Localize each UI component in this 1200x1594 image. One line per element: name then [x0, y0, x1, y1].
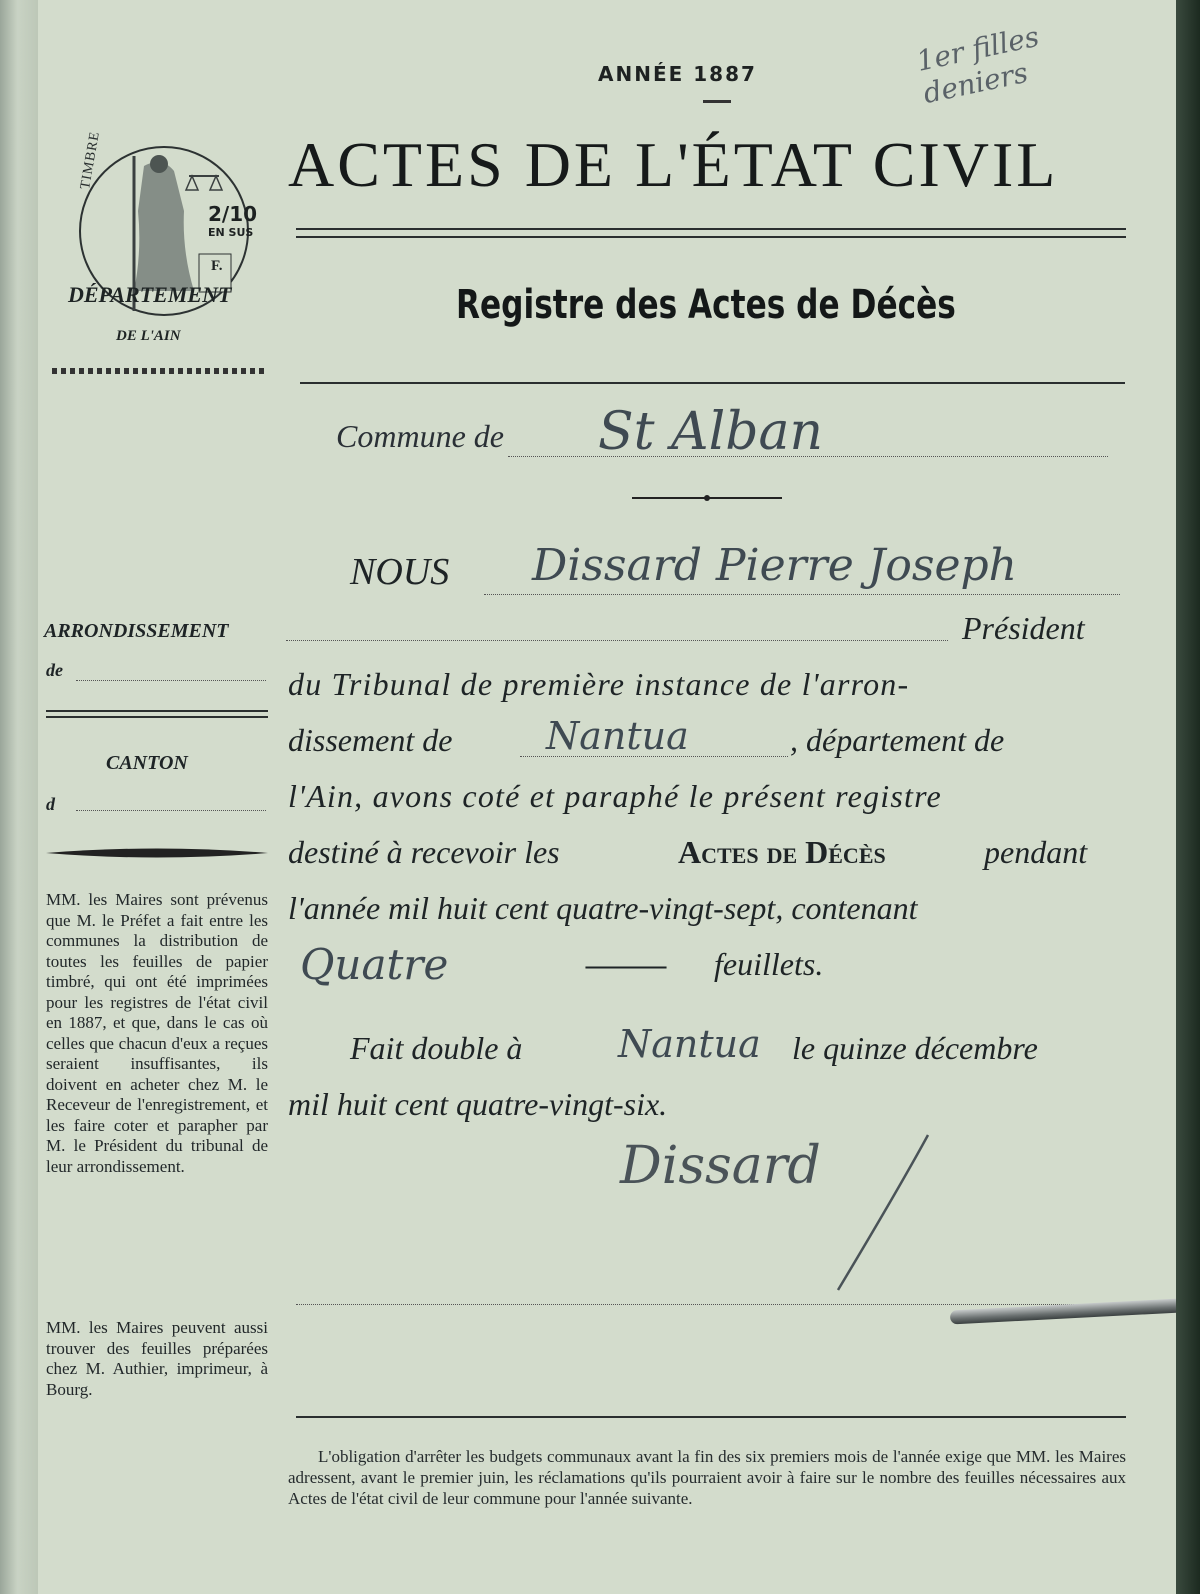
- nous-value[interactable]: Dissard Pierre Joseph: [532, 540, 1017, 591]
- stamp-ornament-rule: [52, 368, 268, 374]
- nous-field-line: [484, 594, 1120, 595]
- footer-rule: [296, 1416, 1126, 1418]
- commune-value[interactable]: St Alban: [598, 402, 824, 462]
- arrondissement-label: ARRONDISSEMENT: [44, 620, 229, 642]
- nous-field-line-2: [286, 640, 948, 641]
- signature-flourish: [828, 1130, 948, 1300]
- nous-label: NOUS: [350, 551, 450, 593]
- stamp-price: 2/10: [208, 202, 258, 226]
- stamp-departement: DÉPARTEMENT: [68, 282, 232, 307]
- stamp-de-l-ain: DE L'AIN: [116, 328, 181, 344]
- stamp-timbre: TIMBRE: [78, 130, 103, 191]
- binding-edge-right: [1176, 0, 1200, 1594]
- actes-deces-label: Actes de Décès: [678, 834, 886, 870]
- tribunal-line: du Tribunal de première instance de l'arron-: [288, 666, 910, 702]
- sidebar-notice-timbre: MM. les Maires sont prévenus que M. le Préfet a fait entre les communes la distribution de toutes les feuilles de papier timbré, qui ont été imprimées pour les registres de l'état civil en 1887, et que, dans le cas où celles que chacun d'eux a reçues seraient insuffisantes, ils doivent en acheter chez M. le Receveur de l'enregistrement, et les faire coter et parapher par M. le Président du tribunal de leur arrondissement.: [46, 890, 268, 1176]
- year-heading: ANNÉE 1887: [598, 62, 757, 86]
- dissement-de-label: dissement de: [288, 722, 453, 758]
- footer-notice: L'obligation d'arrêter les budgets communaux avant la fin des six premiers mois de l'année exige que MM. les Maires adressent, avant le premier juin, les réclamations qu'ils pourraient avoir à faire sur le nombre des feuilles nécessaires aux Actes de l'état civil de leur commune pour l'année suivante.: [288, 1447, 1126, 1508]
- title-double-rule-bottom: [296, 236, 1126, 238]
- canton-field[interactable]: [76, 810, 266, 811]
- commune-ornament: [632, 494, 782, 502]
- register-subtitle: Registre des Actes de Décès: [456, 282, 956, 328]
- sidebar-notice-authier: MM. les Maires peuvent aussi trouver des feuilles préparées chez M. Authier, imprimeur, à Bourg.: [46, 1318, 268, 1399]
- commune-field-line: [508, 456, 1108, 457]
- ain-paraphe-line: l'Ain, avons coté et paraphé le présent registre: [288, 778, 942, 814]
- register-page: [38, 0, 1178, 1594]
- annee-line: l'année mil huit cent quatre-vingt-sept, contenant: [288, 890, 918, 926]
- fait-double-label: Fait double à: [350, 1030, 523, 1066]
- footer-dotted-rule: [296, 1304, 1126, 1305]
- arrondissement-rule-1: [46, 710, 268, 712]
- pendant-label: pendant: [984, 834, 1088, 870]
- stamp-letter: F.: [211, 258, 223, 274]
- count-dash: —: [586, 941, 666, 986]
- destine-label: destiné à recevoir les: [288, 834, 560, 870]
- canton-label: CANTON: [106, 752, 188, 774]
- title-double-rule-top: [296, 228, 1126, 230]
- arrondissement-value-line: [520, 756, 788, 757]
- stamp-en-sus: EN SUS: [208, 226, 254, 239]
- arrondissement-de-label: de: [46, 660, 63, 680]
- margin-handwritten-note: 1er filles deniers: [913, 19, 1042, 111]
- departement-de-label: , département de: [790, 722, 1005, 758]
- date-label: le quinze décembre: [792, 1030, 1038, 1066]
- year-line: mil huit cent quatre-vingt-six.: [288, 1086, 668, 1122]
- arrondissement-field[interactable]: [76, 680, 266, 681]
- year-ornament: [703, 100, 731, 103]
- arrondissement-value[interactable]: Nantua: [546, 714, 689, 758]
- count-value[interactable]: Quatre: [300, 940, 449, 989]
- feuillets-label: feuillets.: [714, 946, 824, 982]
- canton-ornament-rule: [46, 846, 268, 860]
- page-title: ACTES DE L'ÉTAT CIVIL: [288, 129, 1059, 200]
- signature: Dissard: [620, 1136, 821, 1196]
- arrondissement-rule-2: [46, 716, 268, 718]
- president-label: Président: [962, 610, 1085, 646]
- subtitle-rule: [300, 382, 1125, 384]
- commune-label: Commune de: [336, 418, 504, 454]
- canton-d-label: d: [46, 794, 55, 814]
- place-value[interactable]: Nantua: [618, 1022, 761, 1066]
